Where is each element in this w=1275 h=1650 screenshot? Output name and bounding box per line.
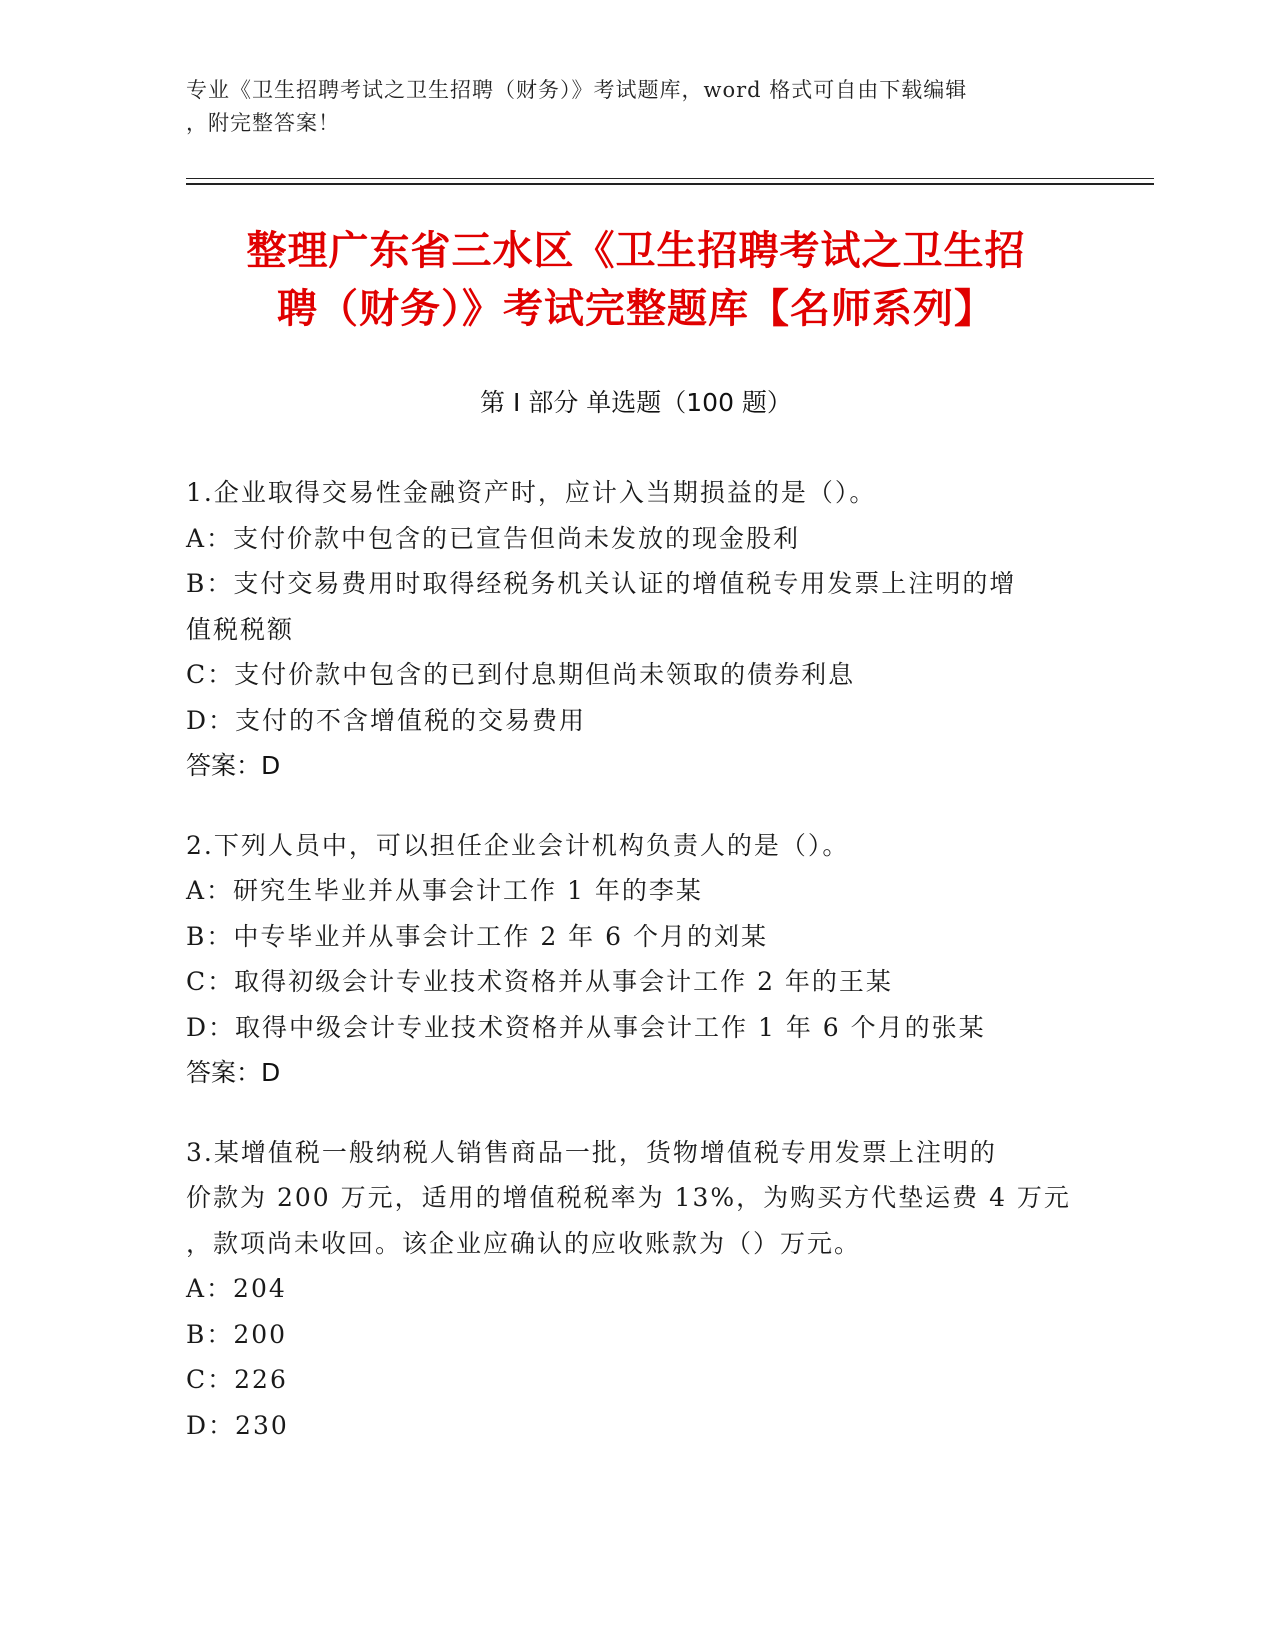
option-c: C：支付价款中包含的已到付息期但尚未领取的债券利息 [186, 660, 856, 689]
question-stem: 1.企业取得交易性金融资产时，应计入当期损益的是（）。 [186, 478, 877, 507]
answer: 答案：D [186, 1058, 281, 1087]
header-note-line-1: 专业《卫生招聘考试之卫生招聘（财务）》考试题库，word 格式可自由下载编辑 [186, 78, 968, 102]
option-c: C：226 [186, 1365, 288, 1394]
question-stem-line-3: ，款项尚未收回。该企业应确认的应收账款为（）万元。 [186, 1228, 862, 1258]
header-rule-thick [186, 183, 1154, 185]
option-d: D：支付的不含增值税的交易费用 [186, 705, 587, 735]
option-b: B：中专毕业并从事会计工作 2 年 6 个月的刘某 [186, 921, 768, 951]
question-stem-line-1: 3.某增值税一般纳税人销售商品一批，货物增值税专用发票上注明的 [186, 1137, 997, 1167]
header-note [186, 74, 1066, 140]
document-title-line-1: 整理广东省三水区《卫生招聘考试之卫生招 [246, 228, 1026, 274]
question-2 [186, 823, 1086, 1096]
option-a: A：支付价款中包含的已宣告但尚未发放的现金股利 [186, 523, 801, 553]
header-note-line-2: ，附完整答案！ [186, 111, 340, 135]
option-b: B：200 [186, 1319, 288, 1349]
answer: 答案：D [186, 751, 281, 780]
option-b: B：支付交易费用时取得经税务机关认证的增值税专用发票上注明的增 [186, 569, 1017, 598]
question-stem: 2.下列人员中，可以担任企业会计机构负责人的是（）。 [186, 830, 850, 860]
option-a: A：研究生毕业并从事会计工作 1 年的李某 [186, 876, 703, 905]
question-list [186, 470, 1086, 1482]
option-d: D：取得中级会计专业技术资格并从事会计工作 1 年 6 个月的张某 [186, 1012, 986, 1042]
option-b-continued: 值税税额 [186, 614, 295, 644]
document-title-line-2: 聘（财务）》考试完整题库【名师系列】 [277, 286, 995, 332]
question-3 [186, 1130, 1086, 1449]
header-rule-thin [186, 178, 1154, 179]
document-title [186, 222, 1086, 338]
option-d: D：230 [186, 1410, 289, 1440]
question-1 [186, 470, 1086, 789]
question-stem-line-2: 价款为 200 万元，适用的增值税税率为 13%，为购买方代垫运费 4 万元 [186, 1183, 1071, 1212]
option-a: A：204 [186, 1274, 287, 1303]
section-title: 第 I 部分 单选题（100 题） [480, 388, 792, 417]
option-c: C：取得初级会计专业技术资格并从事会计工作 2 年的王某 [186, 967, 893, 996]
